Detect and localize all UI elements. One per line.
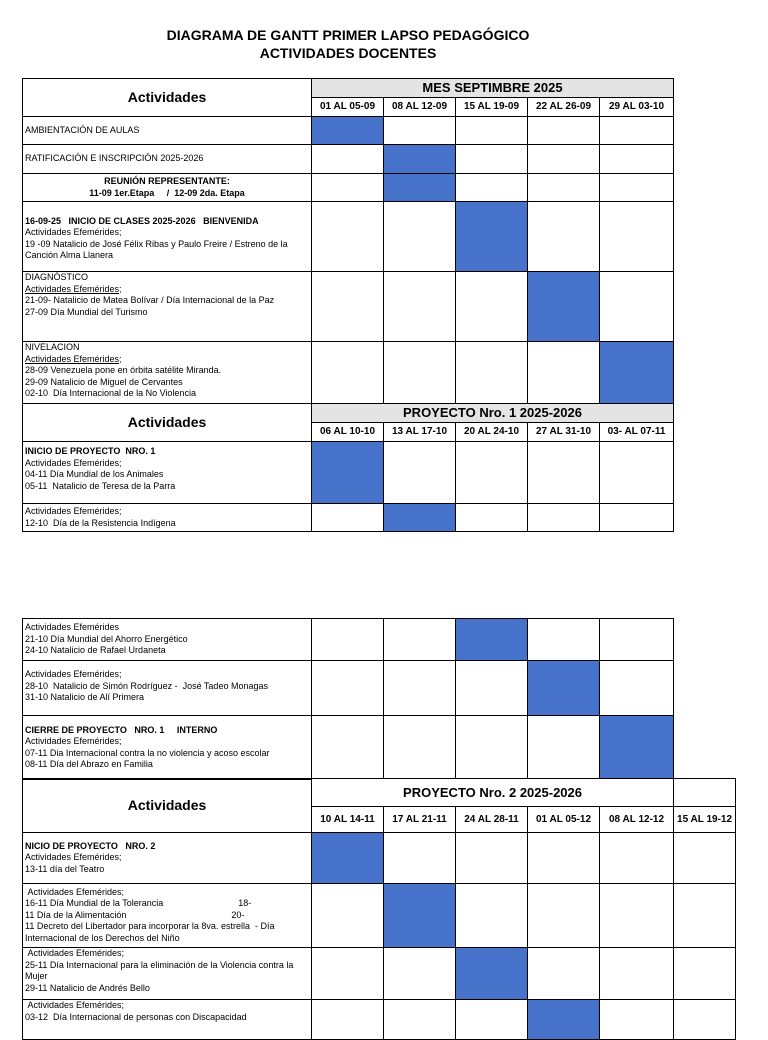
week-header: 15 AL 19-12	[674, 807, 736, 833]
gantt-cell	[456, 884, 528, 948]
week-header: 27 AL 31-10	[528, 423, 600, 442]
gantt-cell	[312, 504, 384, 532]
gantt-cell	[528, 619, 600, 661]
gantt-cell	[456, 504, 528, 532]
gantt-cell	[456, 272, 528, 342]
gantt-cell	[674, 1000, 736, 1040]
gantt-cell	[384, 174, 456, 202]
gantt-cell	[528, 716, 600, 780]
week-header: 10 AL 14-11	[312, 807, 384, 833]
gantt-cell	[600, 117, 674, 145]
activity-text: Actividades Efemérides;	[25, 736, 122, 746]
gantt-cell	[384, 202, 456, 272]
gantt-cell	[312, 948, 384, 1000]
document-title: DIAGRAMA DE GANTT PRIMER LAPSO PEDAGÓGICO	[166, 27, 530, 43]
week-header: 01 AL 05-09	[312, 98, 384, 117]
gantt-cell	[456, 342, 528, 404]
gantt-cell	[312, 716, 384, 780]
table-row	[23, 948, 736, 1000]
gantt-table-3	[22, 778, 736, 1040]
gantt-cell	[600, 948, 674, 1000]
gantt-cell	[528, 174, 600, 202]
activity-text: Actividades Efemérides;	[25, 948, 125, 958]
document-subtitle: ACTIVIDADES DOCENTES	[259, 45, 437, 61]
gantt-cell	[600, 504, 674, 532]
table-row	[23, 884, 736, 948]
gantt-cell	[456, 117, 528, 145]
activity-text: 19 -09 Natalicio de José Félix Ribas y Paulo Freire / Estreno de la Canción Alma Llanera	[25, 238, 291, 260]
gantt-cell	[384, 1000, 456, 1040]
gantt-cell	[600, 174, 674, 202]
gantt-cell	[312, 272, 384, 342]
activity-text: 21-09- Natalicio de Matea Bolívar / Día Internacional de la Paz	[25, 295, 275, 305]
table-row	[23, 619, 674, 661]
activity-cell	[23, 145, 312, 174]
table-row	[23, 174, 674, 202]
activity-text: 28-09 Venezuela pone en órbita satélite Miranda.	[25, 365, 222, 375]
activity-text: 16-11 Día Mundial de la Tolerancia 18-	[25, 898, 252, 909]
activities-header: Actividades	[23, 404, 312, 442]
activity-text: 28-10 Natalicio de Simón Rodríguez - José Tadeo Monagas	[25, 680, 268, 691]
gantt-cell	[674, 948, 736, 1000]
activity-text: Actividades Efemérides;	[25, 457, 122, 468]
gantt-cell	[528, 884, 600, 948]
table-row	[23, 117, 674, 145]
gantt-cell	[384, 342, 456, 404]
activity-text: 05-11 Natalicio de Teresa de la Parra	[25, 480, 176, 491]
activity-cell	[23, 342, 312, 404]
week-header: 06 AL 10-10	[312, 423, 384, 442]
gantt-cell	[312, 884, 384, 948]
activity-text: 16-09-25 INICIO DE CLASES 2025-2026 BIENVENIDA	[25, 215, 259, 226]
gantt-cell	[384, 117, 456, 145]
table-row	[23, 661, 674, 716]
gantt-cell	[600, 272, 674, 342]
gantt-cell	[312, 117, 384, 145]
gantt-cell	[528, 661, 600, 716]
gantt-cell	[384, 145, 456, 174]
gantt-cell	[456, 202, 528, 272]
gantt-cell	[528, 948, 600, 1000]
week-header: 22 AL 26-09	[528, 98, 600, 117]
activity-text: 11-09 1er.Etapa / 12-09 2da. Etapa	[89, 187, 245, 198]
activity-text: RATIFICACIÓN E INSCRIPCIÓN 2025-2026	[25, 153, 204, 164]
table-row	[23, 342, 674, 404]
activity-text: INICIO DE PROYECTO NRO. 1	[25, 446, 156, 456]
gantt-cell	[312, 442, 384, 504]
gantt-cell	[600, 884, 674, 948]
gantt-cell	[456, 661, 528, 716]
activity-text: 29-11 Natalicio de Andrés Bello	[25, 982, 150, 993]
activity-text: Actividades Efemérides;	[25, 353, 122, 364]
table-row	[23, 272, 674, 342]
activity-text: Actividades Efemérides;	[25, 669, 122, 679]
gantt-cell	[528, 272, 600, 342]
table-row	[23, 1000, 736, 1040]
activity-text: Actividades Efemérides;	[25, 283, 122, 294]
gantt-cell	[456, 442, 528, 504]
gantt-cell	[600, 833, 674, 884]
activity-text: Actividades Efemérides;	[25, 1000, 125, 1010]
gantt-cell	[312, 202, 384, 272]
activity-text: 11 Decreto del Libertador para incorporar la 8va. estrella - Día Internacional de los Derechos del Niño	[25, 921, 277, 943]
gantt-cell	[456, 1000, 528, 1040]
table-row	[23, 442, 674, 504]
table-row	[23, 202, 674, 272]
gantt-cell	[384, 504, 456, 532]
gantt-table-1	[22, 78, 674, 532]
activity-text: 04-11 Día Mundial de los Animales	[25, 469, 164, 479]
gantt-cell	[384, 884, 456, 948]
activity-cell	[23, 619, 312, 661]
activity-text: 11 Día de la Alimentación 20-	[25, 909, 245, 920]
gantt-cell	[528, 442, 600, 504]
gantt-cell	[384, 833, 456, 884]
activity-cell	[23, 174, 312, 202]
activity-text: REUNIÓN REPRESENTANTE:	[104, 176, 230, 186]
table-row	[23, 145, 674, 174]
gantt-cell	[456, 174, 528, 202]
activity-text: Actividades Efemérides;	[25, 227, 122, 237]
gantt-cell	[528, 342, 600, 404]
activity-text: Actividades Efemérides;	[25, 506, 122, 516]
week-header: 08 AL 12-12	[600, 807, 674, 833]
activity-cell	[23, 661, 312, 716]
activity-text: 07-11 Dia Internacional contra la no violencia y acoso escolar	[25, 747, 270, 758]
gantt-cell	[312, 661, 384, 716]
activity-text: Actividades Efemérides;	[25, 886, 125, 897]
activity-text: NIVELACION	[25, 342, 80, 352]
gantt-cell	[528, 202, 600, 272]
activity-text: 02-10 Día Internacional de la No Violencia	[25, 388, 196, 398]
activity-text: 03-12 Día Internacional de personas con Discapacidad	[25, 1011, 247, 1022]
gantt-cell	[384, 948, 456, 1000]
gantt-cell	[600, 145, 674, 174]
gantt-cell	[384, 272, 456, 342]
header-blank-cell	[674, 779, 736, 807]
gantt-cell	[384, 619, 456, 661]
gantt-table-2	[22, 618, 674, 780]
gantt-cell	[600, 342, 674, 404]
activity-cell	[23, 117, 312, 145]
gantt-cell	[674, 833, 736, 884]
activity-text: Actividades Efemérides	[25, 622, 120, 633]
gantt-cell	[600, 442, 674, 504]
period-header: MES SEPTIMBRE 2025	[312, 79, 674, 98]
week-header: 01 AL 05-12	[528, 807, 600, 833]
activities-header: Actividades	[23, 79, 312, 117]
activity-text: 13-11 día del Teatro	[25, 863, 105, 874]
week-header: 17 AL 21-11	[384, 807, 456, 833]
gantt-cell	[600, 661, 674, 716]
activity-cell	[23, 716, 312, 780]
gantt-cell	[456, 145, 528, 174]
week-header: 03- AL 07-11	[600, 423, 674, 442]
week-header: 08 AL 12-09	[384, 98, 456, 117]
gantt-cell	[456, 619, 528, 661]
activity-cell	[23, 884, 312, 948]
week-header: 20 AL 24-10	[456, 423, 528, 442]
gantt-cell	[600, 716, 674, 780]
week-header: 24 AL 28-11	[456, 807, 528, 833]
gantt-cell	[456, 716, 528, 780]
activity-text: CIERRE DE PROYECTO NRO. 1 INTERNO	[25, 724, 218, 735]
gantt-cell	[600, 619, 674, 661]
activity-cell	[23, 442, 312, 504]
activity-text: 24-10 Natalicio de Rafael Urdaneta	[25, 645, 166, 656]
period-header: PROYECTO Nro. 1 2025-2026	[312, 404, 674, 423]
activity-cell	[23, 504, 312, 532]
gantt-cell	[456, 833, 528, 884]
activity-cell	[23, 948, 312, 1000]
gantt-cell	[312, 1000, 384, 1040]
period-header: PROYECTO Nro. 2 2025-2026	[312, 779, 674, 807]
gantt-cell	[384, 716, 456, 780]
gantt-cell	[528, 145, 600, 174]
activity-text: Actividades Efemérides;	[25, 852, 122, 863]
gantt-cell	[312, 833, 384, 884]
table-row	[23, 833, 736, 884]
table-row	[23, 716, 674, 780]
gantt-cell	[528, 1000, 600, 1040]
gantt-cell	[384, 442, 456, 504]
activity-text: 21-10 Día Mundial del Ahorro Energético	[25, 633, 188, 644]
activity-cell	[23, 833, 312, 884]
gantt-cell	[312, 174, 384, 202]
activity-text: AMBIENTACIÓN DE AULAS	[25, 124, 140, 135]
gantt-cell	[312, 342, 384, 404]
activity-text: 29-09 Natalicio de Miguel de Cervantes	[25, 376, 183, 387]
activity-cell	[23, 272, 312, 342]
activity-cell	[23, 202, 312, 272]
week-header: 29 AL 03-10	[600, 98, 674, 117]
activity-cell	[23, 1000, 312, 1040]
week-header: 15 AL 19-09	[456, 98, 528, 117]
activities-header: Actividades	[23, 779, 312, 833]
gantt-cell	[312, 145, 384, 174]
gantt-cell	[600, 1000, 674, 1040]
activity-text: 25-11 Día Internacional para la eliminación de la Violencia contra la Mujer	[25, 959, 296, 981]
activity-text: NICIO DE PROYECTO NRO. 2	[25, 840, 156, 851]
gantt-cell	[674, 884, 736, 948]
week-header: 13 AL 17-10	[384, 423, 456, 442]
gantt-cell	[528, 117, 600, 145]
gantt-cell	[456, 948, 528, 1000]
gantt-cell	[600, 202, 674, 272]
table-row	[23, 504, 674, 532]
activity-text: 12-10 Día de la Resistencia Indígena	[25, 517, 176, 528]
gantt-cell	[312, 619, 384, 661]
gantt-cell	[384, 661, 456, 716]
activity-text: 27-09 Día Mundial del Turismo	[25, 306, 148, 317]
gantt-cell	[528, 504, 600, 532]
gantt-cell	[528, 833, 600, 884]
activity-text: DIAGNÓSTICO	[25, 272, 89, 282]
activity-text: 08-11 Día del Abrazo en Familia	[25, 759, 153, 769]
activity-text: 31-10 Natalicio de Alí Primera	[25, 692, 145, 702]
